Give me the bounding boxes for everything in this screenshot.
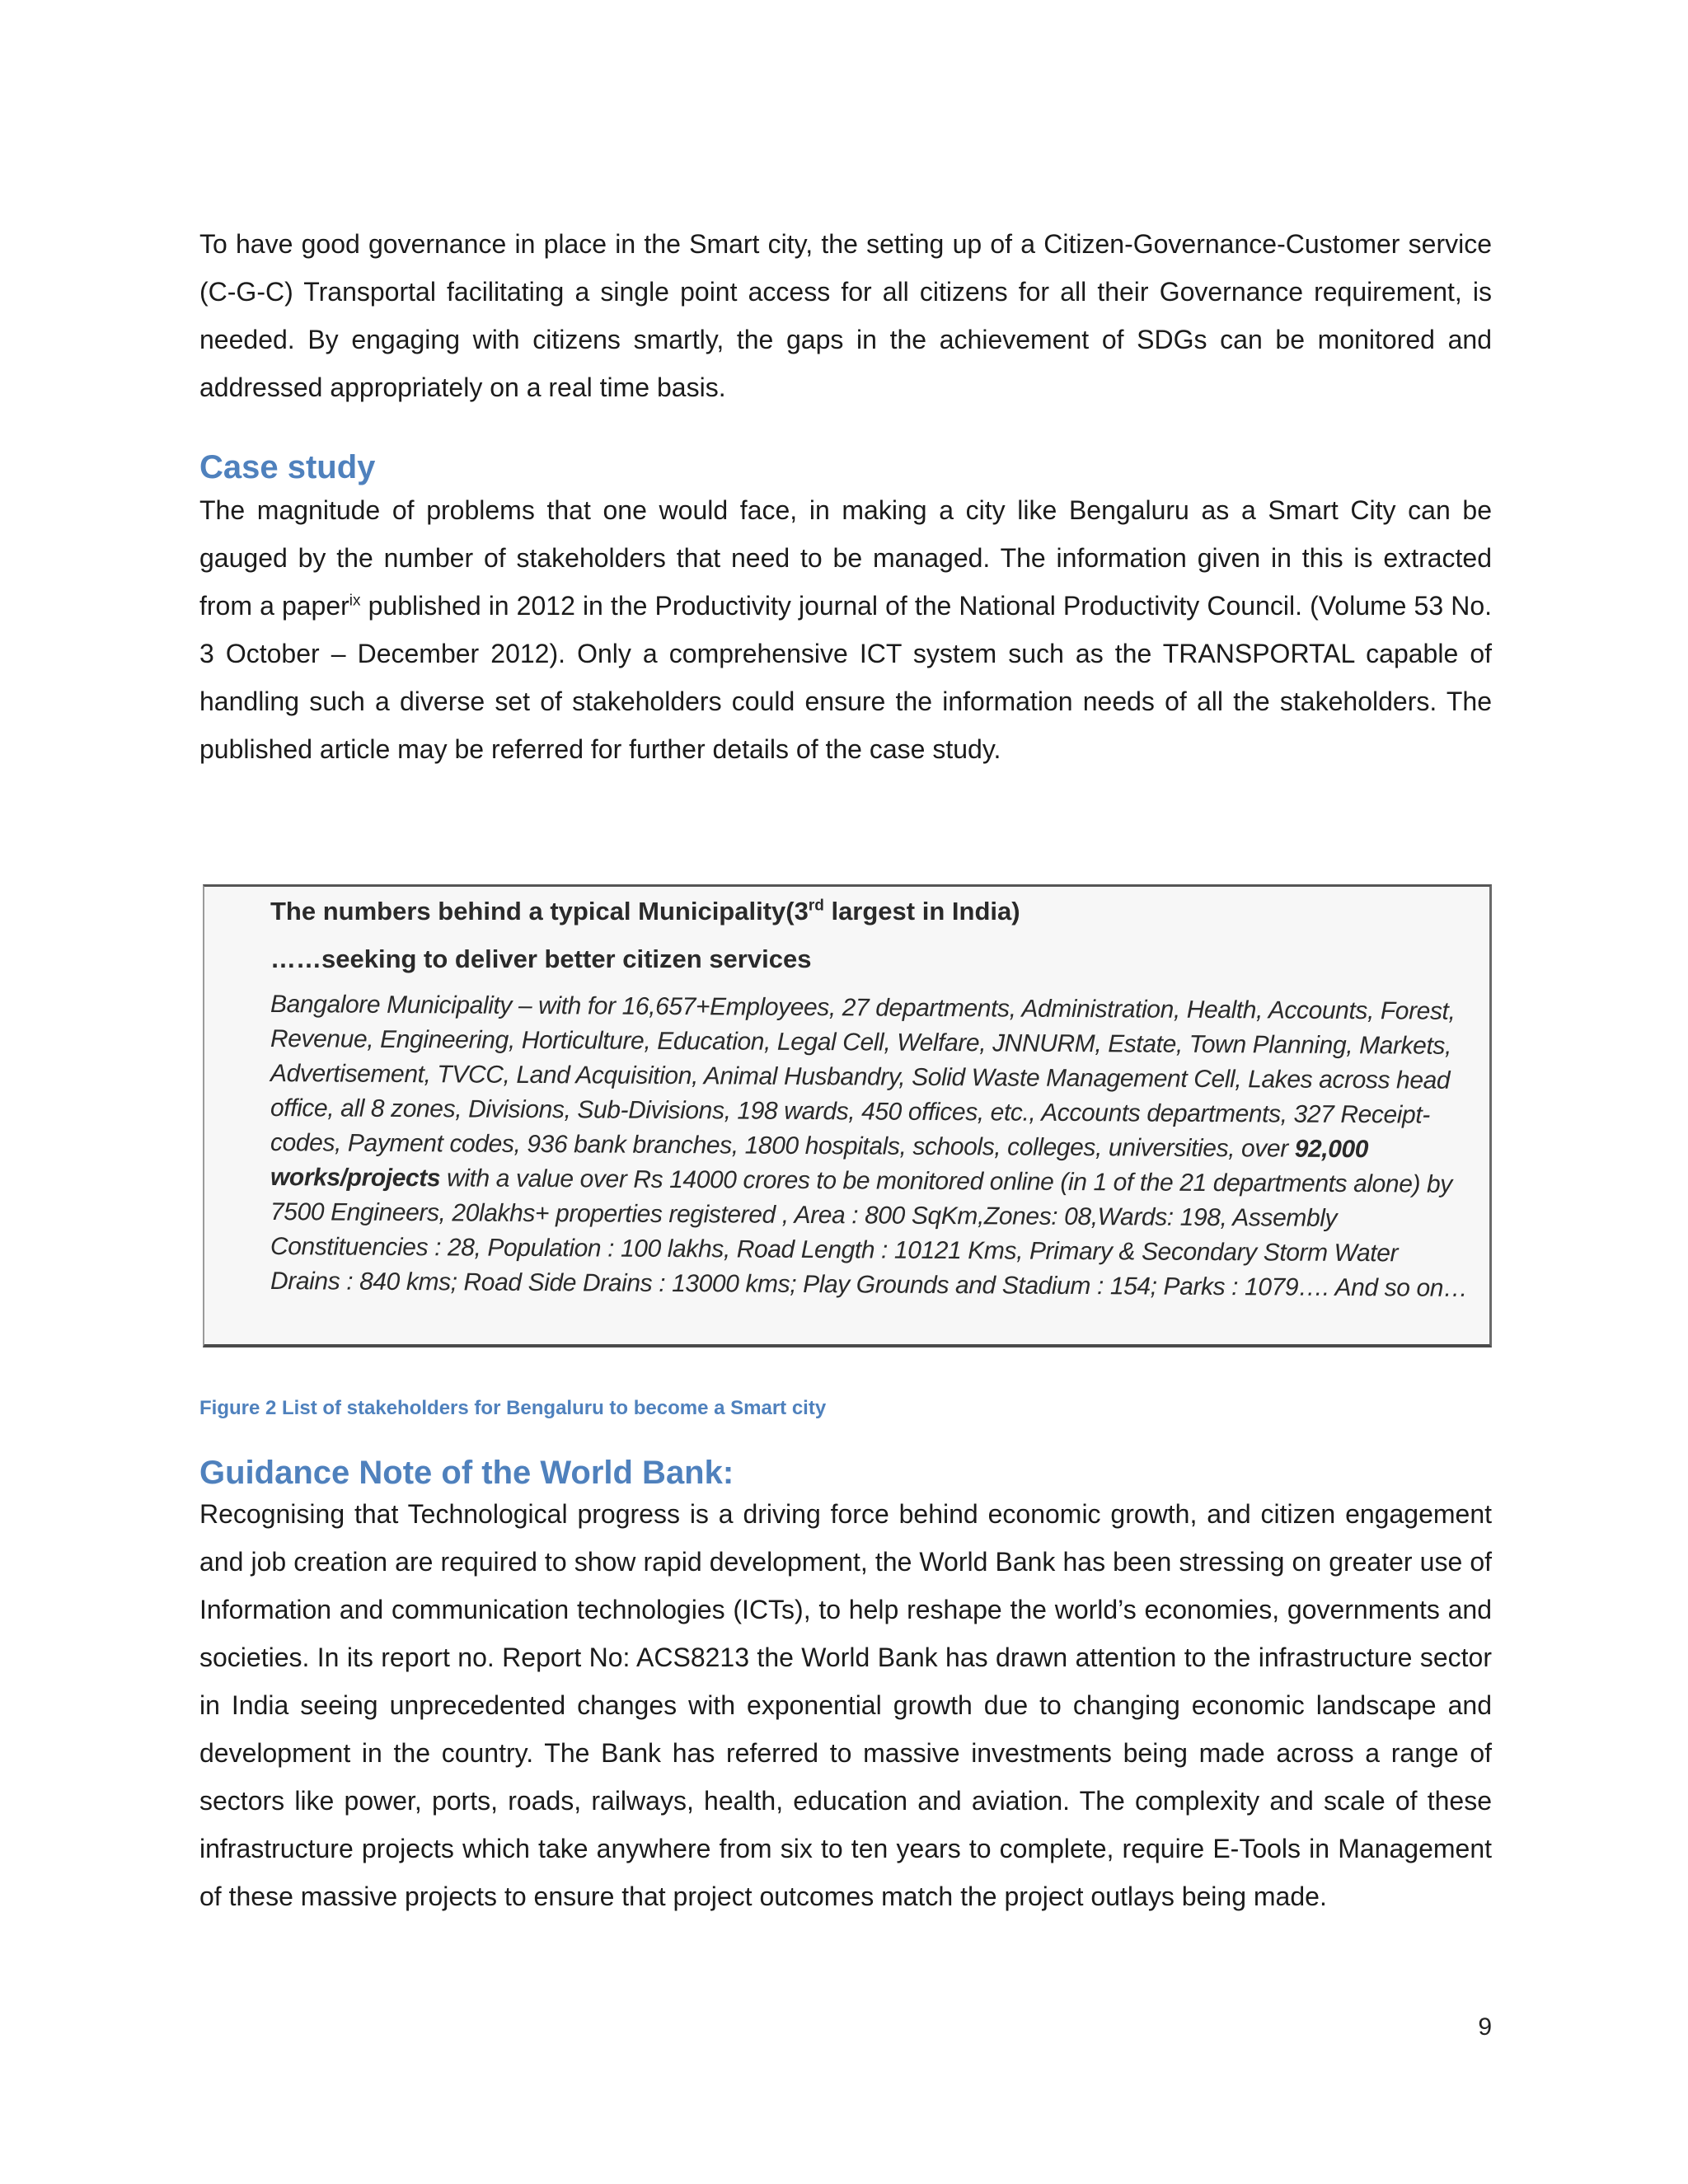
figure-caption: Figure 2 List of stakeholders for Bengaluru to become a Smart city [199,1397,827,1419]
figure-title [270,895,1474,928]
endnote-reference[interactable]: ix [349,592,361,610]
figure-subtitle: ……seeking to deliver better citizen services [270,944,812,973]
figure-body-part1: Bangalore Municipality – with for 16,657+Employees, 27 departments, Administration, Health, Accounts, Forest, Revenue, Engineering, Horticulture, Education, Legal Cell, Welfare, JNNURM, Estate, Town Planning, Markets, Advertisement, TVCC, Land Acquisition, Animal Husbandry, Solid Waste Management Cell, Lakes across head office, all 8 zones, Divisions, Sub-Divisions, 198 wards, 450 offices, etc., Accounts departments, 327 Receipt-codes, Payment codes, 936 bank branches, 1800 hospitals, schools, colleges, universities, over [270,991,1456,1163]
figure-body-bold: 92,000 works/projects [270,1135,1369,1193]
document-page [199,0,1492,2184]
figure-title-end: largest in India) [823,897,1020,926]
figure-municipality-stats [203,884,1492,1347]
figure-title-start: The numbers behind a typical Municipality(3 [270,897,809,926]
figure-body [270,987,1474,1306]
case-study-text-start: The magnitude of problems that one would face, in making a city like Bengaluru as a Smart City can be gauged by the number of stakeholders that need to be managed. The information given in this is extracted from a paper [199,495,1492,621]
world-bank-paragraph: Recognising that Technological progress is a driving force behind economic growth, and citizen engagement and job creation are required to show rapid development, the World Bank has been stressing on greater use of Information and communication technologies (ICTs), to help reshape the world’s economies, governments and societies. In its report no. Report No: ACS8213 the World Bank has drawn attention to the infrastructure sector in India seeing unprecedented changes with exponential growth due to changing economic landscape and development in the country. The Bank has referred to massive investments being made across a range of sectors like power, ports, roads, railways, health, education and aviation. The complexity and scale of these infrastructure projects which take anywhere from six to ten years to complete, require E-Tools in Management of these massive projects to ensure that project outcomes match the project outlays being made. [199,1499,1492,1911]
case-study-text-end: published in 2012 in the Productivity journal of the National Productivity Council. (Volume 53 No. 3 October – December 2012). Only a comprehensive ICT system such as the TRANSPORTAL capable of handling such a diverse set of stakeholders could ensure the information needs of all the stakeholders. The published article may be referred for further details of the case study. [199,591,1492,764]
page-number: 9 [1478,2013,1492,2041]
world-bank-heading: Guidance Note of the World Bank: [199,1455,734,1491]
case-study-heading: Case study [199,449,376,485]
intro-paragraph: To have good governance in place in the Smart city, the setting up of a Citizen-Governance-Customer service (C-G-C) Transportal facilitating a single point access for all citizens for all their Governance requirement, is needed. By engaging with citizens smartly, the gaps in the achievement of SDGs can be monitored and addressed appropriately on a real time basis. [199,229,1492,402]
figure-title-sup: rd [808,897,824,915]
figure-body-part2: with a value over Rs 14000 crores to be monitored online (in 1 of the 21 departments alone) by 7500 Engineers, 20lakhs+ properties registered , Area : 800 SqKm,Zones: 08,Wards: 198, Assembly Constituencies : 28, Population : 100 lakhs, Road Length : 10121 Kms, Primary & Secondary Storm Water Drains : 840 kms; Road Side Drains : 13000 kms; Play Grounds and Stadium : 154; Parks : 1079…. And so on… [270,1165,1468,1302]
case-study-paragraph [199,486,1492,773]
